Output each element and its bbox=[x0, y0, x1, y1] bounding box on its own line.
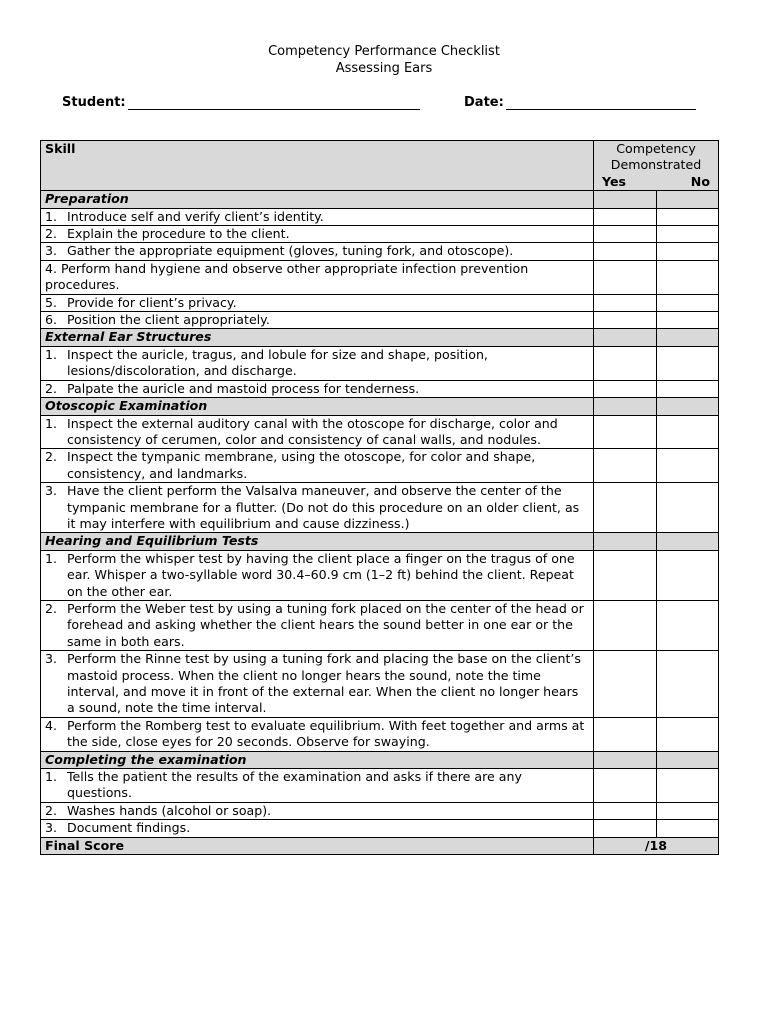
skill-text: Position the client appropriately. bbox=[67, 312, 270, 328]
section-yes-cell bbox=[594, 329, 657, 346]
skill-row bbox=[41, 415, 719, 449]
section-yes-cell bbox=[594, 191, 657, 208]
no-checkbox-cell[interactable] bbox=[656, 483, 719, 533]
yes-checkbox-cell[interactable] bbox=[594, 820, 657, 837]
skill-row bbox=[41, 820, 719, 837]
no-checkbox-cell[interactable] bbox=[656, 820, 719, 837]
skill-text: Inspect the tympanic membrane, using the otoscope, for color and shape, consistency, and landmarks. bbox=[67, 449, 536, 481]
no-checkbox-cell[interactable] bbox=[656, 226, 719, 243]
section-no-cell bbox=[656, 533, 719, 550]
skill-row bbox=[41, 483, 719, 533]
yes-checkbox-cell[interactable] bbox=[594, 208, 657, 225]
no-checkbox-cell[interactable] bbox=[656, 550, 719, 600]
skill-text: Gather the appropriate equipment (gloves, tuning fork, and otoscope). bbox=[67, 243, 514, 259]
skill-text: Washes hands (alcohol or soap). bbox=[67, 802, 272, 818]
no-checkbox-cell[interactable] bbox=[656, 415, 719, 449]
skill-number: 2. bbox=[45, 449, 58, 465]
skill-number: 3. bbox=[45, 651, 58, 667]
no-checkbox-cell[interactable] bbox=[656, 294, 719, 311]
yes-checkbox-cell[interactable] bbox=[594, 600, 657, 650]
no-checkbox-cell[interactable] bbox=[656, 208, 719, 225]
no-checkbox-cell[interactable] bbox=[656, 260, 719, 294]
skill-cell bbox=[41, 208, 594, 225]
section-no-cell bbox=[656, 191, 719, 208]
skill-text: Perform the whisper test by having the client place a finger on the tragus of one ear. Whisper a two-syllable word 30.4–60.9 cm (1–2 ft) behind the client. Repeat on the other ear. bbox=[67, 550, 575, 599]
skill-row bbox=[41, 243, 719, 260]
no-checkbox-cell[interactable] bbox=[656, 717, 719, 751]
yes-checkbox-cell[interactable] bbox=[594, 243, 657, 260]
skill-number: 2. bbox=[45, 226, 58, 242]
section-title: Otoscopic Examination bbox=[41, 398, 594, 415]
yes-checkbox-cell[interactable] bbox=[594, 449, 657, 483]
skill-text: Document findings. bbox=[67, 820, 191, 836]
section-row bbox=[41, 751, 719, 768]
section-title: Hearing and Equilibrium Tests bbox=[41, 533, 594, 550]
skill-cell bbox=[41, 380, 594, 397]
skill-text: Provide for client’s privacy. bbox=[67, 294, 237, 310]
skill-text: Perform hand hygiene and observe other appropriate infection prevention procedures. bbox=[45, 260, 529, 293]
section-yes-cell bbox=[594, 751, 657, 768]
document-header bbox=[0, 43, 768, 77]
yes-header: Yes bbox=[602, 173, 627, 189]
skill-row bbox=[41, 717, 719, 751]
skill-cell bbox=[41, 312, 594, 329]
competency-table bbox=[40, 140, 719, 855]
skill-number: 2. bbox=[45, 802, 58, 818]
yes-checkbox-cell[interactable] bbox=[594, 802, 657, 819]
final-score-label: Final Score bbox=[41, 837, 594, 854]
skill-number: 4. bbox=[45, 260, 58, 276]
skill-cell bbox=[41, 600, 594, 650]
section-row bbox=[41, 398, 719, 415]
skill-cell bbox=[41, 415, 594, 449]
skill-text: Inspect the external auditory canal with the otoscope for discharge, color and consistency of cerumen, color and consistency of canal walls, and nodules. bbox=[67, 415, 558, 447]
skill-row bbox=[41, 346, 719, 380]
yes-checkbox-cell[interactable] bbox=[594, 483, 657, 533]
skill-text: Perform the Weber test by using a tuning fork placed on the center of the head or forehead and asking whether the client hears the sound better in one ear or the same in both ears. bbox=[67, 600, 584, 649]
skill-cell bbox=[41, 449, 594, 483]
skill-text: Have the client perform the Valsalva maneuver, and observe the center of the tympanic membrane for a flutter. (Do not do this procedure on an older client, as it may interfere with equilibrium and cause dizziness.) bbox=[67, 483, 580, 531]
section-title: Preparation bbox=[41, 191, 594, 208]
skill-row bbox=[41, 600, 719, 650]
skill-number: 2. bbox=[45, 600, 58, 616]
skill-row bbox=[41, 294, 719, 311]
no-checkbox-cell[interactable] bbox=[656, 449, 719, 483]
skill-row bbox=[41, 802, 719, 819]
skill-number: 2. bbox=[45, 380, 58, 396]
skill-row bbox=[41, 260, 719, 294]
skill-text: Palpate the auricle and mastoid process for tenderness. bbox=[67, 380, 420, 396]
section-row bbox=[41, 191, 719, 208]
no-checkbox-cell[interactable] bbox=[656, 346, 719, 380]
skill-row bbox=[41, 449, 719, 483]
section-no-cell bbox=[656, 329, 719, 346]
date-blank-line[interactable] bbox=[506, 97, 696, 110]
skill-cell bbox=[41, 260, 594, 294]
no-checkbox-cell[interactable] bbox=[656, 312, 719, 329]
section-title: Completing the examination bbox=[41, 751, 594, 768]
skill-row bbox=[41, 208, 719, 225]
skill-cell bbox=[41, 243, 594, 260]
section-yes-cell bbox=[594, 533, 657, 550]
section-title: External Ear Structures bbox=[41, 329, 594, 346]
skill-row bbox=[41, 769, 719, 803]
no-header: No bbox=[690, 173, 710, 189]
yes-checkbox-cell[interactable] bbox=[594, 717, 657, 751]
skill-row bbox=[41, 550, 719, 600]
no-checkbox-cell[interactable] bbox=[656, 769, 719, 803]
skill-row bbox=[41, 380, 719, 397]
skill-cell bbox=[41, 820, 594, 837]
skill-cell bbox=[41, 550, 594, 600]
yes-checkbox-cell[interactable] bbox=[594, 312, 657, 329]
skill-number: 6. bbox=[45, 312, 58, 328]
skill-number: 3. bbox=[45, 820, 58, 836]
skill-row bbox=[41, 312, 719, 329]
skill-number: 1. bbox=[45, 415, 58, 431]
skill-text: Introduce self and verify client’s identity. bbox=[67, 208, 324, 224]
table-header-row bbox=[41, 141, 719, 191]
skill-number: 1. bbox=[45, 550, 58, 566]
skill-cell bbox=[41, 346, 594, 380]
skill-text: Explain the procedure to the client. bbox=[67, 226, 290, 242]
section-row bbox=[41, 533, 719, 550]
student-field[interactable] bbox=[62, 95, 420, 110]
yes-checkbox-cell[interactable] bbox=[594, 294, 657, 311]
yes-checkbox-cell[interactable] bbox=[594, 260, 657, 294]
no-checkbox-cell[interactable] bbox=[656, 651, 719, 718]
no-checkbox-cell[interactable] bbox=[656, 802, 719, 819]
skill-row bbox=[41, 226, 719, 243]
section-yes-cell bbox=[594, 398, 657, 415]
section-row bbox=[41, 329, 719, 346]
skill-cell bbox=[41, 717, 594, 751]
section-no-cell bbox=[656, 398, 719, 415]
competency-header-label: Competency Demonstrated bbox=[610, 141, 702, 173]
skill-cell bbox=[41, 769, 594, 803]
skill-number: 1. bbox=[45, 208, 58, 224]
skill-number: 5. bbox=[45, 294, 58, 310]
yes-checkbox-cell[interactable] bbox=[594, 346, 657, 380]
final-score-row bbox=[41, 837, 719, 854]
yes-checkbox-cell[interactable] bbox=[594, 380, 657, 397]
skill-text: Perform the Rinne test by using a tuning fork and placing the base on the client’s mastoid process. When the client no longer hears the sound, note the time interval, and move it in front of the external ear. When the client no longer hears a sound, note the time interval. bbox=[67, 651, 581, 716]
competency-header bbox=[594, 141, 719, 191]
skill-number: 3. bbox=[45, 483, 58, 499]
yes-checkbox-cell[interactable] bbox=[594, 651, 657, 718]
skill-cell bbox=[41, 651, 594, 718]
skill-header: Skill bbox=[41, 141, 594, 191]
date-field[interactable] bbox=[464, 95, 696, 110]
skill-row bbox=[41, 651, 719, 718]
yes-checkbox-cell[interactable] bbox=[594, 769, 657, 803]
yes-checkbox-cell[interactable] bbox=[594, 415, 657, 449]
skill-cell bbox=[41, 802, 594, 819]
date-label: Date: bbox=[464, 95, 504, 110]
skill-number: 1. bbox=[45, 346, 58, 362]
info-row bbox=[0, 95, 768, 115]
document-subtitle: Assessing Ears bbox=[335, 61, 433, 76]
document-title: Competency Performance Checklist bbox=[268, 44, 500, 59]
skill-text: Inspect the auricle, tragus, and lobule for size and shape, position, lesions/discoloration, and discharge. bbox=[67, 346, 488, 379]
student-label: Student: bbox=[62, 95, 126, 110]
yes-checkbox-cell[interactable] bbox=[594, 550, 657, 600]
no-checkbox-cell[interactable] bbox=[656, 380, 719, 397]
skill-number: 4. bbox=[45, 717, 58, 733]
skill-number: 3. bbox=[45, 243, 58, 259]
no-checkbox-cell[interactable] bbox=[656, 243, 719, 260]
skill-text: Tells the patient the results of the examination and asks if there are any questions. bbox=[67, 769, 522, 801]
skill-cell bbox=[41, 483, 594, 533]
no-checkbox-cell[interactable] bbox=[656, 600, 719, 650]
skill-text: Perform the Romberg test to evaluate equilibrium. With feet together and arms at the side, close eyes for 20 seconds. Observe for swaying. bbox=[67, 717, 585, 750]
yes-checkbox-cell[interactable] bbox=[594, 226, 657, 243]
skill-cell bbox=[41, 226, 594, 243]
final-score-value: /18 bbox=[594, 837, 719, 854]
skill-cell bbox=[41, 294, 594, 311]
section-no-cell bbox=[656, 751, 719, 768]
student-blank-line[interactable] bbox=[128, 97, 420, 110]
skill-number: 1. bbox=[45, 769, 58, 785]
